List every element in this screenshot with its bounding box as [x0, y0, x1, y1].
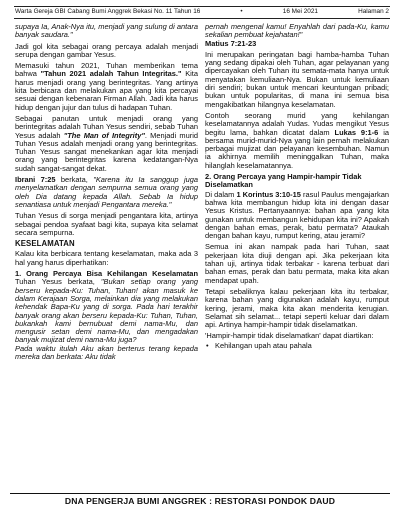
quote-continuation: pernah mengenal kamu! Enyahlah dari pada-Ku, kamu sekalian pembuat kejahatan!" — [205, 23, 389, 40]
paragraph-korintus: Di dalam 1 Korintus 3:10-15 rasul Paulus mengajarkan bahwa kita membangun hidup kita ini dengan dasar Yesus Kristus. Pertanyaannya: bahan apa yang kita gunakan untuk membangun kehidupan kita ini? Apakah dengan bahan emas, perak, batu permata? Ataukah dengan bahan kayu, rumput kering, atau jerami? — [205, 189, 389, 241]
point-1-paragraph: 1. Orang Percaya Bisa Kehilangan Keselamatan Tuhan Yesus berkata, "Bukan setiap orang yang berseru kepada-Ku: Tuhan, Tuhan! akan masuk ke dalam Kerajaan Sorga, melainkan dia yang melakukan kehendak Bapa-Ku yang di sorga. Pada hari terakhir banyak orang akan berseru kepada-Ku: Tuhan, Tuhan, bukankah kami bernubuat demi nama-Mu, dan mengusir setan demi nama-Mu, dan mengadakan banyak mujizat demi nama-Mu juga? — [15, 269, 198, 345]
list-item: • Kehilangan upah atau pahala — [205, 342, 389, 350]
paragraph-goal: Jadi gol kita sebagai orang percaya adalah menjadi serupa dengan gambar Yesus. — [15, 41, 198, 59]
quote-matius: "Bukan setiap orang yang berseru kepada-Ku: Tuhan, Tuhan! akan masuk ke dalam Kerajaan Sorga, melainkan dia yang melakukan kehendak Bapa-Ku yang di sorga. Pada hari terakhir banyak orang akan berseru kepada-Ku: Tuhan, Tuhan, bukankah kami bernubuat demi nama-Mu, dan mengusir setan demi nama-Mu, dan mengadakan banyak mujizat demi nama-Mu juga? — [15, 277, 198, 345]
subheading-point-2: 2. Orang Percaya yang Hampir-hampir Tidak Diselamatkan — [205, 172, 362, 190]
paragraph-warning: Ini merupakan peringatan bagi hamba-hamba Tuhan yang sedang dipakai oleh Tuhan, agar pelayanan yang dipercayakan oleh Tuhan itu semata-mata hanya untuk menyatakan kemuliaan-Nya. Bukan untuk kemuliaan diri sendiri; bukan untuk mencari keuntungan pribadi; bukan untuk popularitas, di mana ini semua bisa mengakibatkan hilangnya keselamatan. — [205, 49, 389, 109]
subheading-point-1: 1. Orang Percaya Bisa Kehilangan Keselamatan — [15, 269, 198, 279]
left-column — [15, 23, 198, 489]
right-column — [205, 23, 389, 489]
man-of-integrity-phrase: "The Man of Integrity" — [63, 130, 145, 140]
paragraph-meaning: 'Hampir-hampir tidak diselamatkan' dapat diartikan: — [205, 331, 374, 341]
header-separator: • — [240, 8, 243, 16]
paragraph-three-points: Kalau kita berbicara tentang keselamatan, maka ada 3 hal yang harus diperhatikan: — [15, 249, 198, 267]
page-number: Halaman 2 — [358, 8, 389, 16]
scripture-ref-matius: Matius 7:21-23 — [205, 38, 257, 48]
paragraph-man-of-integrity: Sebagai panutan untuk menjadi orang yang berintegritas adalah Tuhan Yesus sendiri, sebab Tuhan Yesus adalah "The Man of Integrity". Menjadi murid Tuhan Yesus adalah menjadi orang yang berintegritas. Tuhan Yesus sangat menekankan agar kita menjadi orang yang berintegritas karena kedatangan-Nya sudah sangat-sangat dekat. — [15, 113, 198, 173]
paragraph-yudas: Contoh seorang murid yang kehilangan keselamatannya adalah Yudas. Yudas mengikut Yesus begitu lama, bahkan dicatat dalam Lukas 9:1-6 ia bersama murid-murid-Nya yang lain pernah melakukan perbagai mujizat dan pelayanan kesembuhan. Namun ia akhirnya memilih meninggalkan Tuhan, maka hilanglah keselamatannya. — [205, 110, 389, 170]
paragraph-burned: Tetapi sebaliknya kalau pekerjaan kita itu terbakar, karena bahan yang digunakan adalah kayu, rumput kering, jerami, maka kita akan menderita kerugian. Selamat sih selamat... tetapi seperti keluar dari dalam api. Artinya hampir-hampir tidak diselamatkan. — [205, 286, 389, 330]
quote-matius-continued: Pada waktu itulah Aku akan berterus terang kepada mereka dan berkata: Aku tidak — [15, 343, 198, 361]
meaning-list — [205, 342, 389, 350]
theme-statement: "Tahun 2021 adalah Tahun Integritas." — [40, 69, 182, 79]
paragraph-intercessor: Tuhan Yesus di sorga menjadi pengantara kita, artinya sebagai pendoa syafaat bagi kita, supaya kita selamat secara sempurna. — [15, 211, 198, 237]
page-header — [14, 6, 390, 19]
paragraph-theme: Memasuki tahun 2021, Tuhan memberikan tema bahwa "Tahun 2021 adalah Tahun Integritas." Kita harus menjadi orang yang berintegritas. Yang artinya kita berbicara dan melakukan apa yang kita percayai sesuai dengan kebenaran Firman Allah. Jadi kita harus hidup dengan jujur dan tulus di hadapan Tuhan. — [15, 61, 198, 112]
verse-continuation: supaya Ia, Anak-Nya itu, menjadi yang sulung di antara banyak saudara." — [15, 23, 198, 40]
section-heading-keselamatan: KESELAMATAN — [15, 239, 75, 249]
publication-title: Warta Gereja GBI Cabang Bumi Anggrek Bekasi No. 11 Tahun 16 — [15, 8, 201, 16]
paragraph-tested-by-fire: Semua ini akan nampak pada hari Tuhan, saat pekerjaan kita diuji dengan api. Jika pekerjaan kita tahan uji, artinya tidak terbakar - karena terbuat dari bahan emas, perak dan batu permata, maka kita akan mendapat upah. — [205, 242, 389, 285]
quote-ibrani: "Karena itu Ia sanggup juga menyelamatkan dengan sempurna semua orang yang oleh Dia datang kepada Allah. Sebab Ia hidup senantiasa untuk menjadi Pengantara mereka." — [15, 175, 198, 209]
scripture-ref-korintus: 1 Korintus 3:10-15 — [236, 189, 301, 199]
paragraph-ibrani: Ibrani 7:25 berkata, "Karena itu Ia sanggup juga menyelamatkan dengan sempurna semua orang yang oleh Dia datang kepada Allah. Sebab Ia hidup senantiasa untuk menjadi Pengantara mereka." — [15, 175, 198, 209]
page-footer: DNA PENGERJA BUMI ANGGREK : RESTORASI PONDOK DAUD — [10, 493, 390, 511]
scripture-ref-lukas: Lukas 9:1-6 — [334, 127, 379, 137]
scripture-ref-ibrani: Ibrani 7:25 — [15, 175, 56, 185]
issue-date: 16 Mei 2021 — [282, 8, 318, 16]
